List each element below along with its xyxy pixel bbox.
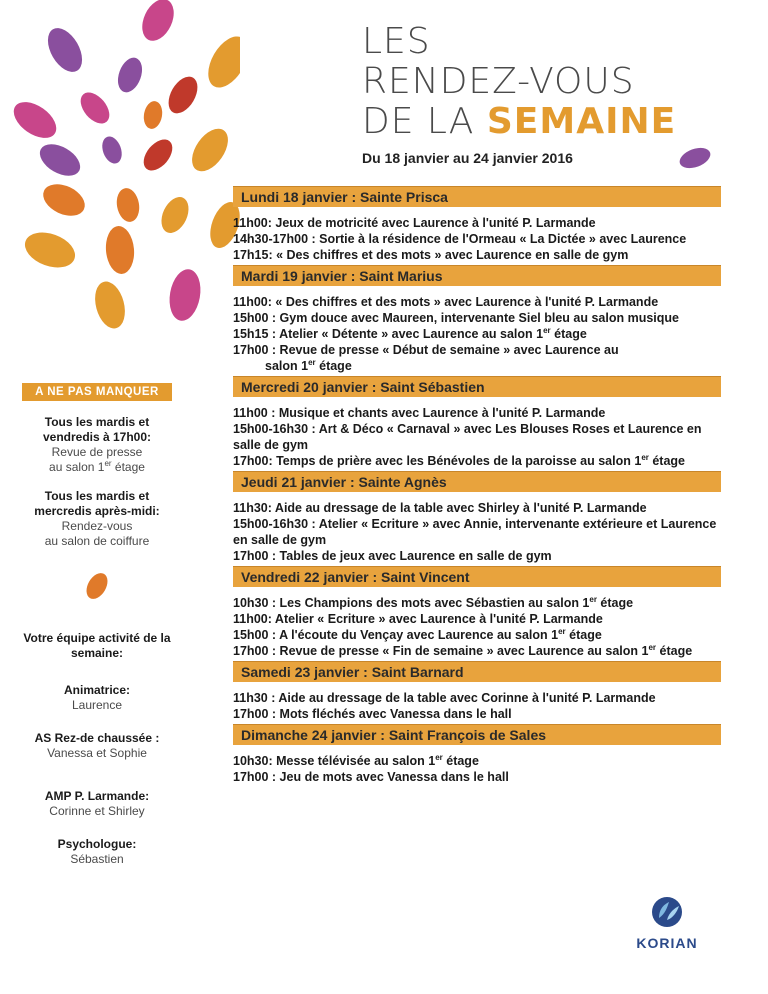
activity-text-suffix: étage	[648, 454, 686, 468]
activity-text: 11h00 : Musique et chants avec Laurence à l'unité P. Larmande	[233, 406, 606, 420]
team-role: Psychologue:	[57, 837, 137, 851]
activity-text: 17h00 : Revue de presse « Début de semaine » avec Laurence au	[233, 343, 619, 357]
day-header: Mercredi 20 janvier : Saint Sébastien	[233, 376, 721, 397]
team-title: Votre équipe activité de la semaine:	[23, 631, 171, 660]
decorative-petal-icon	[675, 145, 715, 171]
activity-text: 11h00: Jeux de motricité avec Laurence à l'unité P. Larmande	[233, 216, 596, 230]
activity-entry	[233, 453, 721, 469]
sidebar	[22, 383, 172, 867]
highlight-1-when: Tous les mardis et vendredis à 17h00:	[42, 415, 152, 444]
ordinal-superscript: er	[543, 325, 551, 335]
activity-entry	[233, 611, 721, 627]
highlight-2-what: Rendez-vous	[61, 519, 133, 533]
highlight-2	[22, 489, 172, 549]
activity-text: 17h00 : Jeu de mots avec Vanessa dans le hall	[233, 770, 509, 784]
highlight-1-what: Revue de presse	[51, 445, 143, 459]
activity-entry	[233, 405, 721, 421]
day-block	[233, 265, 721, 374]
ordinal-superscript: er	[435, 752, 443, 762]
day-header: Mardi 19 janvier : Saint Marius	[233, 265, 721, 286]
decorative-leaf-icon	[84, 571, 110, 601]
activity-entry	[233, 358, 721, 374]
activity-text: 11h00: « Des chiffres et des mots » avec Laurence à l'unité P. Larmande	[233, 295, 659, 309]
activity-text: 11h30 : Aide au dressage de la table avec Corinne à l'unité P. Larmande	[233, 691, 656, 705]
activity-text: 15h00-16h30 : Art & Déco « Carnaval » avec Les Blouses Roses et Laurence en salle de gym	[233, 422, 702, 452]
activity-entry	[233, 342, 721, 358]
day-header: Vendredi 22 janvier : Saint Vincent	[233, 566, 721, 587]
title-accent: SEMAINE	[486, 101, 677, 142]
highlight-1-where-text: au salon 1	[49, 460, 105, 474]
team-names: Laurence	[71, 698, 123, 712]
decorative-petals-icon	[0, 0, 240, 340]
date-range: Du 18 janvier au 24 janvier 2016	[362, 150, 573, 166]
activity-entry	[233, 769, 721, 785]
team-role: Animatrice:	[63, 683, 131, 697]
activity-text: salon 1	[265, 359, 309, 373]
activity-text: 15h00 : A l'écoute du Vençay avec Laurence au salon 1	[233, 628, 559, 642]
activity-entry	[233, 643, 721, 659]
activity-entry	[233, 516, 721, 548]
activity-text: 17h15: « Des chiffres et des mots » avec Laurence en salle de gym	[233, 248, 629, 262]
day-block	[233, 566, 721, 659]
team-section	[22, 631, 172, 661]
activity-entry	[233, 310, 721, 326]
korian-leaves-icon	[647, 894, 687, 928]
activity-entry	[233, 753, 721, 769]
activity-entry	[233, 231, 721, 247]
ordinal-superscript: er	[308, 357, 316, 367]
activity-text: 17h00: Temps de prière avec les Bénévoles de la paroisse au salon 1	[233, 454, 642, 468]
day-block	[233, 724, 721, 785]
not-to-miss-title: A NE PAS MANQUER	[22, 383, 172, 401]
activity-text: 17h00 : Mots fléchés avec Vanessa dans le hall	[233, 707, 512, 721]
activity-entry	[233, 421, 721, 453]
ordinal-superscript: er	[648, 642, 657, 652]
activity-text: 14h30-17h00 : Sortie à la résidence de l'Ormeau « La Dictée » avec Laurence	[233, 232, 687, 246]
activity-text: 11h00: Atelier « Ecriture » avec Laurence à l'unité P. Larmande	[233, 612, 603, 626]
activity-text: 11h30: Aide au dressage de la table avec Shirley à l'unité P. Larmande	[233, 501, 647, 515]
team-member-3	[22, 789, 172, 819]
activity-text: 10h30: Messe télévisée au salon 1	[233, 754, 436, 768]
activity-text: 15h15 : Atelier « Détente » avec Laurence au salon 1	[233, 327, 544, 341]
brand-name: KORIAN	[636, 935, 698, 951]
day-block	[233, 661, 721, 722]
korian-logo	[622, 894, 712, 954]
activity-entry	[233, 595, 721, 611]
highlight-1-where	[22, 460, 172, 475]
highlight-2-where: au salon de coiffure	[44, 534, 150, 548]
day-header: Lundi 18 janvier : Sainte Prisca	[233, 186, 721, 207]
ordinal-superscript: er	[558, 626, 566, 636]
activity-text: 15h00 : Gym douce avec Maureen, intervenante Siel bleu au salon musique	[233, 311, 679, 325]
title-line-1: LES	[362, 21, 431, 62]
activity-text: 17h00 : Revue de presse « Fin de semaine » avec Laurence au salon 1	[233, 644, 649, 658]
team-names: Corinne et Shirley	[49, 804, 145, 818]
day-header: Samedi 23 janvier : Saint Barnard	[233, 661, 721, 682]
highlight-1-where-post: étage	[111, 460, 145, 474]
ordinal-superscript: er	[641, 452, 649, 462]
day-header: Dimanche 24 janvier : Saint François de Sales	[233, 724, 721, 745]
activity-entry	[233, 215, 721, 231]
team-role: AMP P. Larmande:	[44, 789, 150, 803]
activity-text: 15h00-16h30 : Atelier « Ecriture » avec Annie, intervenante extérieure et Laurence en salle de gym	[233, 517, 717, 547]
activity-text: 10h30 : Les Champions des mots avec Sébastien au salon 1	[233, 596, 590, 610]
day-block	[233, 186, 721, 263]
ordinal-superscript: er	[589, 594, 597, 604]
highlight-1-where-sup: er	[104, 459, 112, 468]
activity-entry	[233, 247, 721, 263]
activity-entry	[233, 548, 721, 564]
team-names: Sébastien	[70, 852, 124, 866]
activity-text-suffix: étage	[596, 596, 634, 610]
activity-entry	[233, 326, 721, 342]
team-member-1	[22, 683, 172, 713]
activity-entry	[233, 627, 721, 643]
weekly-schedule	[233, 186, 721, 787]
team-member-4	[22, 837, 172, 867]
page-title	[362, 22, 742, 142]
activity-text: 17h00 : Tables de jeux avec Laurence en salle de gym	[233, 549, 552, 563]
activity-entry	[233, 294, 721, 310]
activity-entry	[233, 690, 721, 706]
activity-entry	[233, 500, 721, 516]
activity-entry	[233, 706, 721, 722]
highlight-2-when: Tous les mardis et mercredis après-midi:	[34, 489, 160, 518]
activity-text-suffix: étage	[442, 754, 479, 768]
day-block	[233, 376, 721, 469]
title-line-3	[362, 102, 742, 142]
team-role: AS Rez-de chaussée :	[34, 731, 160, 745]
day-header: Jeudi 21 janvier : Sainte Agnès	[233, 471, 721, 492]
activity-text-suffix: étage	[565, 628, 602, 642]
activity-text-suffix: étage	[315, 359, 352, 373]
team-member-2	[22, 731, 172, 761]
activity-text-suffix: étage	[656, 644, 693, 658]
day-block	[233, 471, 721, 564]
activity-text-suffix: étage	[550, 327, 587, 341]
highlight-1	[22, 415, 172, 475]
team-names: Vanessa et Sophie	[47, 746, 147, 760]
title-line-3-prefix: DE LA	[362, 101, 487, 142]
title-line-2: RENDEZ-VOUS	[362, 61, 635, 102]
